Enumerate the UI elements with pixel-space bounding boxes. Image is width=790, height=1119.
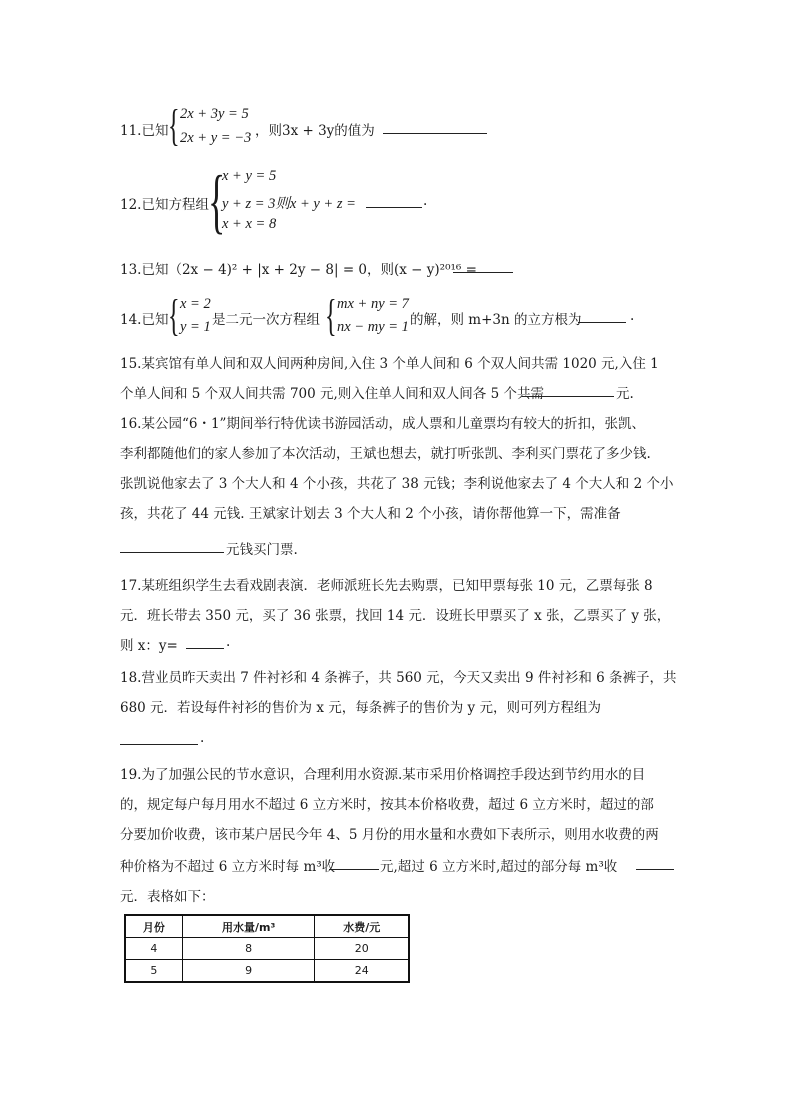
q19-line3: 分要加价收费，该市某户居民今年 4、5 月份的用水量和水费如下表所示，则用水收费的两 — [120, 827, 659, 843]
q11-eq1: 2x + 3y = 5 — [180, 106, 249, 122]
q13-answer-blank[interactable] — [453, 258, 513, 273]
q17-line2: 元．班长带去 350 元，买了 36 张票，找回 14 元．设班长甲票买了 x 张，乙票买了 y 张， — [120, 608, 671, 624]
q19-line2: 的，规定每户每月用水不超过 6 立方米时，按其本价格收费，超过 6 立方米时，超过的部 — [120, 797, 654, 813]
q11-prefix: 11.已知 — [120, 123, 169, 139]
brace: { — [168, 291, 180, 340]
q11-answer-blank[interactable] — [383, 119, 487, 134]
q14-prefix: 14.已知 — [120, 312, 169, 328]
q19-answer-blank-2[interactable] — [636, 855, 674, 870]
q19-line4-mid: 元,超过 6 立方米时,超过的部分每 m³收 — [380, 859, 618, 875]
q17-line3: 则 x：y= — [120, 638, 178, 654]
q12-eq1: x + y = 5 — [222, 168, 277, 184]
q15-line2: 个单人间和 5 个双人间共需 700 元,则入住单人间和双人间各 5 个共需 — [120, 386, 544, 402]
q15-line2-end: 元. — [616, 386, 634, 402]
q12-answer-blank[interactable] — [366, 193, 422, 208]
q18-line1: 18.营业员昨天卖出 7 件衬衫和 4 条裤子，共 560 元，今天又卖出 9 件衬衫和 6 条裤子，共 — [120, 670, 677, 686]
table-row — [125, 938, 409, 960]
q14-s2a: mx + ny = 7 — [337, 296, 409, 312]
q16-line2: 李利都随他们的家人参加了本次活动，王斌也想去，就打听张凯、李利买门票花了多少钱. — [120, 446, 651, 462]
q12-suffix: . — [423, 193, 428, 209]
table-cell: 4 — [125, 938, 182, 960]
table-row — [125, 960, 409, 983]
q18-line2: 680 元．若设每件衬衫的售价为 x 元，每条裤子的售价为 y 元，则可列方程组为 — [120, 700, 601, 716]
q19-line4: 种价格为不超过 6 立方米时每 m³收 — [120, 859, 336, 875]
header-month: 月份 — [125, 915, 182, 938]
q13-text: 13.已知（2x − 4)² + |x + 2y − 8| = 0，则(x − y)²⁰¹⁶ = — [120, 262, 477, 278]
q14-answer-blank[interactable] — [578, 308, 626, 323]
q17-line3-end: . — [226, 634, 231, 650]
q11-eq2: 2x + y = −3 — [180, 130, 252, 146]
q18-line3: . — [200, 730, 205, 746]
q16-line5: 元钱买门票. — [226, 542, 298, 558]
q14-s1a: x = 2 — [180, 296, 211, 312]
q11-suffix: ，则3x + 3y的值为 — [255, 123, 375, 139]
q12-eq2: y + z = 3则x + y + z = — [222, 196, 356, 212]
q14-suffix: 的解，则 m+3n 的立方根为 — [410, 312, 582, 328]
table-cell: 24 — [315, 960, 409, 983]
brace: { — [208, 161, 226, 241]
q15-answer-blank[interactable] — [522, 382, 614, 397]
q16-line1: 16.某公园“6・1”期间举行特优读书游园活动，成人票和儿童票均有较大的折扣，张凯、 — [120, 416, 645, 432]
table-header-row — [125, 915, 409, 938]
q16-line3: 张凯说他家去了 3 个大人和 4 个小孩，共花了 38 元钱；李利说他家去了 4 个大人和 2 个小 — [120, 476, 674, 492]
table-cell: 9 — [182, 960, 315, 983]
table-cell: 20 — [315, 938, 409, 960]
q12-eq3: x + x = 8 — [222, 216, 277, 232]
q14-mid: 是二元一次方程组 — [212, 312, 320, 328]
brace: { — [325, 291, 337, 340]
table-cell: 5 — [125, 960, 182, 983]
water-usage-table — [124, 914, 410, 983]
brace: { — [168, 101, 180, 150]
q14-end: . — [630, 308, 635, 324]
q19-line5: 元．表格如下： — [120, 889, 215, 905]
q16-answer-blank[interactable] — [120, 538, 224, 553]
header-fee: 水费/元 — [315, 915, 409, 938]
table-cell: 8 — [182, 938, 315, 960]
q19-answer-blank-1[interactable] — [329, 855, 379, 870]
header-usage: 用水量/m³ — [182, 915, 315, 938]
q14-s2b: nx − my = 1 — [337, 319, 409, 335]
q17-answer-blank[interactable] — [186, 634, 224, 649]
q17-line1: 17.某班组织学生去看戏剧表演．老师派班长先去购票，已知甲票每张 10 元，乙票每张 8 — [120, 578, 653, 594]
q12-prefix: 12.已知方程组 — [120, 197, 209, 213]
q18-answer-blank[interactable] — [120, 730, 198, 745]
q14-s1b: y = 1 — [180, 319, 211, 335]
q16-line4: 孩，共花了 44 元钱. 王斌家计划去 3 个大人和 2 个小孩，请你帮他算一下，需准备 — [120, 506, 621, 522]
q15-line1: 15.某宾馆有单人间和双人间两种房间,入住 3 个单人间和 6 个双人间共需 1020 元,入住 1 — [120, 356, 659, 372]
q19-line1: 19.为了加强公民的节水意识，合理利用水资源.某市采用价格调控手段达到节约用水的目 — [120, 767, 646, 783]
